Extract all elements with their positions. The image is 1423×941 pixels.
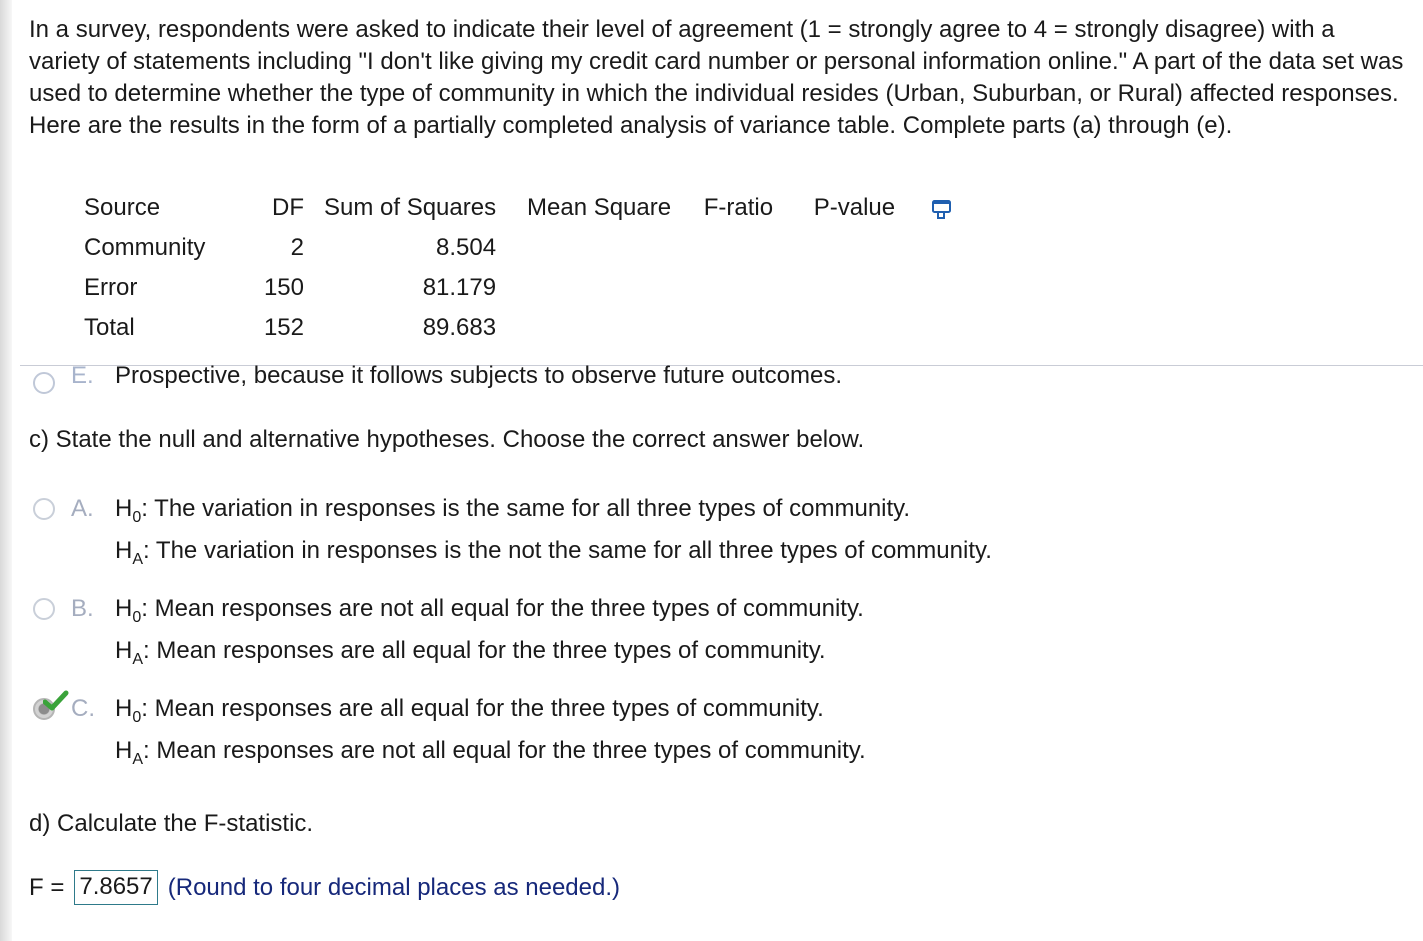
cell-source: Total	[84, 314, 135, 341]
part-d-heading: d) Calculate the F-statistic.	[29, 810, 314, 837]
option-b[interactable]	[33, 588, 864, 672]
alt-hypothesis: $H_A$: Mean responses are all equal for the three types of community.	[115, 637, 826, 668]
header-f: F-ratio	[703, 194, 774, 221]
cell-df: 152	[263, 314, 304, 341]
anova-header-row	[84, 188, 953, 228]
header-ms: Mean Square	[527, 194, 672, 221]
alt-hypothesis: $H_A$: The variation in responses is the not the same for all three types of community.	[115, 537, 992, 568]
question-text: In a survey, respondents were asked to indicate their level of agreement (1 = strongly agree to 4 = strongly disagree) with a variety of statements including "I don't like giving my credit card number or personal information online." A part of the data set was used to determine whether the type of community in which the individual resides (Urban, Suburban, or Rural) affected responses. Here are the results in the form of a partially completed analysis of variance table. Complete parts (a) through (e).	[29, 16, 1404, 139]
radio-button[interactable]	[33, 372, 55, 394]
null-hypothesis: $H_0$: Mean responses are all equal for the three types of community.	[115, 695, 824, 726]
option-letter: B.	[71, 595, 94, 622]
cell-source: Error	[84, 274, 138, 301]
f-label: F =	[29, 873, 65, 901]
cell-ms	[496, 308, 671, 348]
option-letter: E.	[71, 362, 94, 389]
cell-source: Community	[84, 234, 206, 261]
header-p: P-value	[813, 194, 896, 221]
table-row	[84, 268, 953, 308]
cell-ss: 8.504	[436, 234, 497, 261]
left-shade	[0, 0, 12, 941]
option-a[interactable]	[33, 488, 992, 572]
null-hypothesis: $H_0$: Mean responses are not all equal for the three types of community.	[115, 595, 864, 626]
correct-check-icon	[43, 690, 69, 712]
radio-button[interactable]	[33, 498, 55, 520]
cell-p	[773, 228, 895, 268]
header-source: Source	[84, 194, 161, 221]
cell-f	[671, 308, 773, 348]
cell-df: 2	[290, 234, 304, 261]
header-ss: Sum of Squares	[324, 194, 497, 221]
table-row	[84, 308, 953, 348]
cell-p	[773, 268, 895, 308]
cell-ms	[496, 228, 671, 268]
cell-ms	[496, 268, 671, 308]
previous-option-e[interactable]	[33, 362, 842, 394]
option-c[interactable]	[33, 688, 866, 772]
part-c-heading: c) State the null and alternative hypotheses. Choose the correct answer below.	[29, 426, 865, 453]
alt-hypothesis: $H_A$: Mean responses are not all equal for the three types of community.	[115, 737, 866, 768]
radio-button[interactable]	[33, 598, 55, 620]
option-letter: C.	[71, 695, 95, 722]
f-statistic-line	[29, 870, 620, 905]
copy-table-button[interactable]	[895, 188, 953, 228]
header-df: DF	[272, 194, 304, 221]
rounding-hint: (Round to four decimal places as needed.)	[167, 873, 621, 901]
cell-f	[671, 268, 773, 308]
option-text: Prospective, because it follows subjects to observe future outcomes.	[115, 362, 843, 389]
cell-p	[773, 308, 895, 348]
anova-table	[84, 188, 953, 348]
radio-button-selected[interactable]	[33, 698, 55, 720]
cell-ss: 89.683	[422, 314, 497, 341]
cell-df: 150	[263, 274, 304, 301]
null-hypothesis: $H_0$: The variation in responses is the same for all three types of community.	[115, 495, 911, 526]
cell-ss: 81.179	[422, 274, 497, 301]
cell-f	[671, 228, 773, 268]
table-row	[84, 228, 953, 268]
copy-icon[interactable]	[931, 198, 953, 220]
option-letter: A.	[71, 495, 94, 522]
f-answer-input[interactable]: 7.8657	[74, 870, 157, 905]
